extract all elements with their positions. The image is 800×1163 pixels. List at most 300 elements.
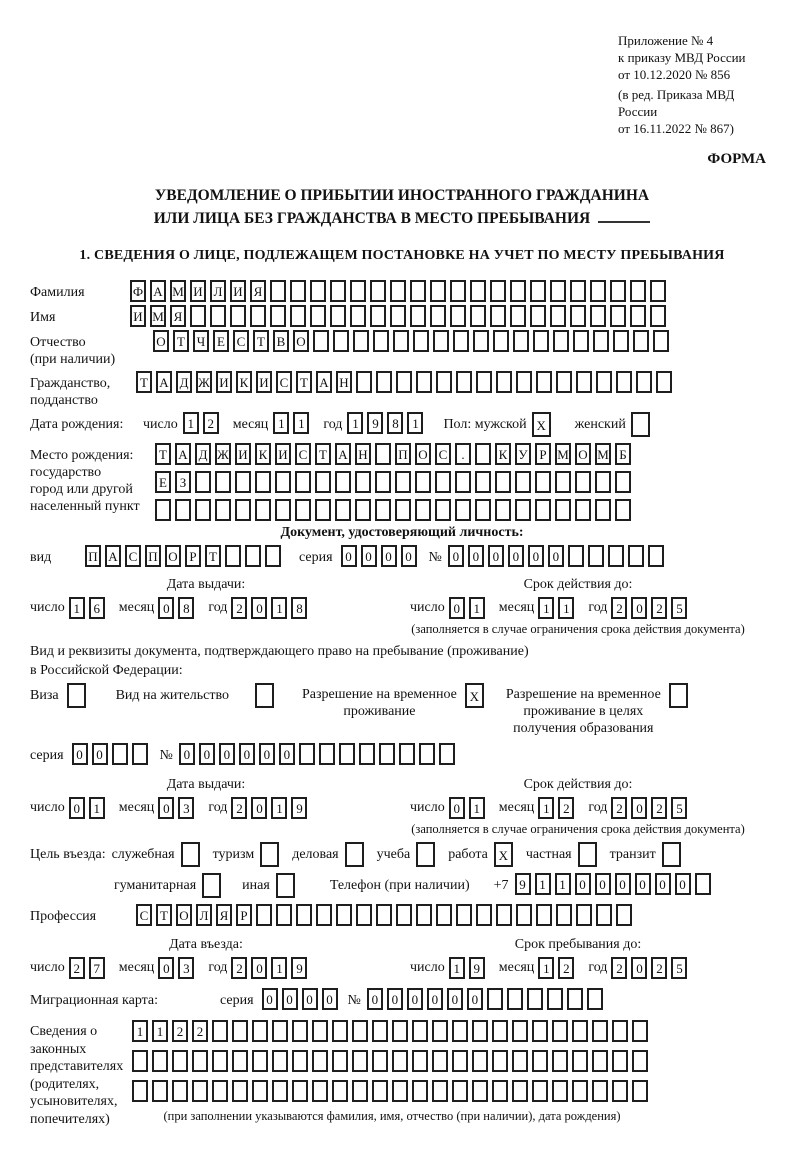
- char-cell[interactable]: 1: [535, 873, 551, 895]
- char-cell[interactable]: [630, 305, 646, 327]
- char-cell[interactable]: [430, 305, 446, 327]
- purpose-humanitarian-checkbox[interactable]: [202, 873, 225, 898]
- char-cell[interactable]: С: [295, 443, 311, 465]
- char-cell[interactable]: [212, 1050, 228, 1072]
- purpose-private-checkbox[interactable]: [578, 842, 601, 867]
- char-cell[interactable]: [512, 1050, 528, 1072]
- char-cell[interactable]: 3: [178, 957, 194, 979]
- char-cell[interactable]: 0: [199, 743, 215, 765]
- permit-expiry-month-boxes[interactable]: [538, 797, 578, 819]
- char-cell[interactable]: [376, 904, 392, 926]
- char-cell[interactable]: [152, 1080, 168, 1102]
- char-cell[interactable]: [430, 280, 446, 302]
- char-cell[interactable]: [335, 471, 351, 493]
- char-cell[interactable]: 0: [615, 873, 631, 895]
- char-cell[interactable]: Д: [176, 371, 192, 393]
- char-cell[interactable]: Е: [213, 330, 229, 352]
- char-cell[interactable]: [275, 499, 291, 521]
- char-cell[interactable]: [315, 499, 331, 521]
- doc-number-boxes[interactable]: [448, 545, 668, 567]
- char-cell[interactable]: [356, 904, 372, 926]
- char-cell[interactable]: [272, 1050, 288, 1072]
- doc-type-boxes[interactable]: [85, 545, 285, 567]
- char-cell[interactable]: [592, 1080, 608, 1102]
- char-cell[interactable]: [310, 305, 326, 327]
- char-cell[interactable]: [576, 904, 592, 926]
- char-cell[interactable]: [535, 499, 551, 521]
- char-cell[interactable]: [319, 743, 335, 765]
- char-cell[interactable]: [592, 1050, 608, 1072]
- char-cell[interactable]: [372, 1050, 388, 1072]
- char-cell[interactable]: А: [175, 443, 191, 465]
- migration-series-boxes[interactable]: [262, 988, 342, 1010]
- char-cell[interactable]: [375, 471, 391, 493]
- char-cell[interactable]: [515, 471, 531, 493]
- char-cell[interactable]: 2: [611, 957, 627, 979]
- char-cell[interactable]: [476, 904, 492, 926]
- char-cell[interactable]: [572, 1080, 588, 1102]
- char-cell[interactable]: [202, 873, 221, 898]
- char-cell[interactable]: [195, 471, 211, 493]
- char-cell[interactable]: [592, 1020, 608, 1042]
- entry-year-boxes[interactable]: [231, 957, 311, 979]
- char-cell[interactable]: Ф: [130, 280, 146, 302]
- char-cell[interactable]: 0: [448, 545, 464, 567]
- char-cell[interactable]: [330, 280, 346, 302]
- female-checkbox[interactable]: [631, 412, 654, 437]
- char-cell[interactable]: 0: [158, 797, 174, 819]
- char-cell[interactable]: И: [130, 305, 146, 327]
- char-cell[interactable]: 0: [427, 988, 443, 1010]
- char-cell[interactable]: 1: [469, 797, 485, 819]
- char-cell[interactable]: 1: [271, 957, 287, 979]
- char-cell[interactable]: [152, 1050, 168, 1072]
- purpose-tourism-checkbox[interactable]: [260, 842, 283, 867]
- char-cell[interactable]: 1: [89, 797, 105, 819]
- char-cell[interactable]: [295, 499, 311, 521]
- char-cell[interactable]: Д: [195, 443, 211, 465]
- birth-day-boxes[interactable]: [183, 412, 223, 434]
- char-cell[interactable]: [310, 280, 326, 302]
- char-cell[interactable]: 9: [367, 412, 383, 434]
- char-cell[interactable]: [610, 280, 626, 302]
- char-cell[interactable]: Ж: [215, 443, 231, 465]
- char-cell[interactable]: [610, 305, 626, 327]
- char-cell[interactable]: [435, 499, 451, 521]
- temp-permit-checkbox[interactable]: [465, 683, 488, 708]
- char-cell[interactable]: 0: [341, 545, 357, 567]
- char-cell[interactable]: [595, 499, 611, 521]
- char-cell[interactable]: [332, 1050, 348, 1072]
- char-cell[interactable]: 1: [407, 412, 423, 434]
- char-cell[interactable]: [356, 371, 372, 393]
- char-cell[interactable]: [550, 280, 566, 302]
- doc-issue-year-boxes[interactable]: [231, 597, 311, 619]
- char-cell[interactable]: 2: [611, 797, 627, 819]
- char-cell[interactable]: [455, 471, 471, 493]
- char-cell[interactable]: М: [555, 443, 571, 465]
- char-cell[interactable]: М: [595, 443, 611, 465]
- char-cell[interactable]: [632, 1020, 648, 1042]
- char-cell[interactable]: [252, 1050, 268, 1072]
- char-cell[interactable]: [250, 305, 266, 327]
- char-cell[interactable]: 9: [291, 957, 307, 979]
- char-cell[interactable]: .: [455, 443, 471, 465]
- char-cell[interactable]: [633, 330, 649, 352]
- doc-issue-month-boxes[interactable]: [158, 597, 198, 619]
- char-cell[interactable]: [632, 1080, 648, 1102]
- name-boxes[interactable]: [130, 305, 670, 327]
- char-cell[interactable]: К: [236, 371, 252, 393]
- char-cell[interactable]: [210, 305, 226, 327]
- char-cell[interactable]: [172, 1080, 188, 1102]
- char-cell[interactable]: [536, 904, 552, 926]
- char-cell[interactable]: [439, 743, 455, 765]
- char-cell[interactable]: [473, 330, 489, 352]
- char-cell[interactable]: 0: [387, 988, 403, 1010]
- char-cell[interactable]: [572, 1020, 588, 1042]
- char-cell[interactable]: 2: [651, 957, 667, 979]
- char-cell[interactable]: [568, 545, 584, 567]
- char-cell[interactable]: [495, 499, 511, 521]
- char-cell[interactable]: [650, 280, 666, 302]
- char-cell[interactable]: [399, 743, 415, 765]
- char-cell[interactable]: 1: [271, 797, 287, 819]
- temp-permit-edu-checkbox[interactable]: [669, 683, 692, 708]
- char-cell[interactable]: [512, 1080, 528, 1102]
- char-cell[interactable]: 1: [469, 597, 485, 619]
- char-cell[interactable]: [587, 988, 603, 1010]
- char-cell[interactable]: [265, 545, 281, 567]
- char-cell[interactable]: 0: [528, 545, 544, 567]
- char-cell[interactable]: 1: [347, 412, 363, 434]
- char-cell[interactable]: [396, 371, 412, 393]
- char-cell[interactable]: X: [494, 842, 513, 867]
- char-cell[interactable]: [550, 305, 566, 327]
- char-cell[interactable]: 6: [89, 597, 105, 619]
- char-cell[interactable]: [132, 1050, 148, 1072]
- char-cell[interactable]: [452, 1020, 468, 1042]
- char-cell[interactable]: [532, 1050, 548, 1072]
- char-cell[interactable]: 2: [611, 597, 627, 619]
- char-cell[interactable]: [395, 471, 411, 493]
- char-cell[interactable]: К: [255, 443, 271, 465]
- char-cell[interactable]: [456, 904, 472, 926]
- char-cell[interactable]: [608, 545, 624, 567]
- char-cell[interactable]: [433, 330, 449, 352]
- birth-year-boxes[interactable]: [347, 412, 427, 434]
- char-cell[interactable]: О: [575, 443, 591, 465]
- char-cell[interactable]: [575, 499, 591, 521]
- char-cell[interactable]: [510, 305, 526, 327]
- char-cell[interactable]: 8: [178, 597, 194, 619]
- char-cell[interactable]: [628, 545, 644, 567]
- char-cell[interactable]: [270, 280, 286, 302]
- char-cell[interactable]: П: [395, 443, 411, 465]
- char-cell[interactable]: 8: [387, 412, 403, 434]
- char-cell[interactable]: [415, 499, 431, 521]
- char-cell[interactable]: [392, 1050, 408, 1072]
- char-cell[interactable]: [416, 842, 435, 867]
- char-cell[interactable]: 2: [231, 597, 247, 619]
- char-cell[interactable]: 0: [367, 988, 383, 1010]
- char-cell[interactable]: [390, 305, 406, 327]
- char-cell[interactable]: 0: [322, 988, 338, 1010]
- char-cell[interactable]: 2: [651, 797, 667, 819]
- char-cell[interactable]: [455, 499, 471, 521]
- char-cell[interactable]: [312, 1050, 328, 1072]
- char-cell[interactable]: [515, 499, 531, 521]
- char-cell[interactable]: [419, 743, 435, 765]
- char-cell[interactable]: А: [316, 371, 332, 393]
- char-cell[interactable]: [570, 305, 586, 327]
- char-cell[interactable]: С: [435, 443, 451, 465]
- char-cell[interactable]: [452, 1080, 468, 1102]
- citizenship-boxes[interactable]: [136, 371, 676, 393]
- char-cell[interactable]: [590, 305, 606, 327]
- permit-issue-month-boxes[interactable]: [158, 797, 198, 819]
- char-cell[interactable]: [245, 545, 261, 567]
- char-cell[interactable]: Л: [210, 280, 226, 302]
- char-cell[interactable]: [470, 305, 486, 327]
- doc-expiry-day-boxes[interactable]: [449, 597, 489, 619]
- char-cell[interactable]: [490, 305, 506, 327]
- char-cell[interactable]: [516, 904, 532, 926]
- char-cell[interactable]: [350, 305, 366, 327]
- char-cell[interactable]: [588, 545, 604, 567]
- char-cell[interactable]: [313, 330, 329, 352]
- char-cell[interactable]: [256, 904, 272, 926]
- char-cell[interactable]: [435, 471, 451, 493]
- char-cell[interactable]: 0: [239, 743, 255, 765]
- char-cell[interactable]: О: [415, 443, 431, 465]
- char-cell[interactable]: [395, 499, 411, 521]
- char-cell[interactable]: [669, 683, 688, 708]
- char-cell[interactable]: [275, 471, 291, 493]
- char-cell[interactable]: [353, 330, 369, 352]
- char-cell[interactable]: [330, 305, 346, 327]
- char-cell[interactable]: [412, 1020, 428, 1042]
- char-cell[interactable]: Т: [136, 371, 152, 393]
- char-cell[interactable]: 0: [508, 545, 524, 567]
- char-cell[interactable]: Ч: [193, 330, 209, 352]
- stay-month-boxes[interactable]: [538, 957, 578, 979]
- char-cell[interactable]: [312, 1080, 328, 1102]
- char-cell[interactable]: [376, 371, 392, 393]
- char-cell[interactable]: [495, 471, 511, 493]
- char-cell[interactable]: [475, 471, 491, 493]
- char-cell[interactable]: [530, 280, 546, 302]
- char-cell[interactable]: [412, 1050, 428, 1072]
- char-cell[interactable]: [556, 904, 572, 926]
- char-cell[interactable]: [339, 743, 355, 765]
- char-cell[interactable]: П: [145, 545, 161, 567]
- char-cell[interactable]: [572, 1050, 588, 1072]
- char-cell[interactable]: [232, 1020, 248, 1042]
- char-cell[interactable]: 2: [69, 957, 85, 979]
- char-cell[interactable]: [336, 904, 352, 926]
- char-cell[interactable]: [593, 330, 609, 352]
- char-cell[interactable]: [212, 1080, 228, 1102]
- char-cell[interactable]: 1: [132, 1020, 148, 1042]
- permit-series-boxes[interactable]: [72, 743, 152, 765]
- char-cell[interactable]: 0: [675, 873, 691, 895]
- char-cell[interactable]: [255, 471, 271, 493]
- char-cell[interactable]: Я: [250, 280, 266, 302]
- char-cell[interactable]: [595, 471, 611, 493]
- char-cell[interactable]: [270, 305, 286, 327]
- char-cell[interactable]: [492, 1020, 508, 1042]
- permit-expiry-year-boxes[interactable]: [611, 797, 691, 819]
- char-cell[interactable]: [352, 1050, 368, 1072]
- char-cell[interactable]: 0: [548, 545, 564, 567]
- purpose-official-checkbox[interactable]: [181, 842, 204, 867]
- char-cell[interactable]: Т: [205, 545, 221, 567]
- char-cell[interactable]: 0: [468, 545, 484, 567]
- char-cell[interactable]: 9: [469, 957, 485, 979]
- char-cell[interactable]: [235, 499, 251, 521]
- char-cell[interactable]: 0: [92, 743, 108, 765]
- char-cell[interactable]: [355, 471, 371, 493]
- char-cell[interactable]: 2: [558, 797, 574, 819]
- char-cell[interactable]: 1: [538, 597, 554, 619]
- char-cell[interactable]: М: [150, 305, 166, 327]
- purpose-study-checkbox[interactable]: [416, 842, 439, 867]
- char-cell[interactable]: [350, 280, 366, 302]
- char-cell[interactable]: [230, 305, 246, 327]
- char-cell[interactable]: [373, 330, 389, 352]
- char-cell[interactable]: Н: [355, 443, 371, 465]
- char-cell[interactable]: [596, 371, 612, 393]
- char-cell[interactable]: Т: [253, 330, 269, 352]
- entry-day-boxes[interactable]: [69, 957, 109, 979]
- char-cell[interactable]: [379, 743, 395, 765]
- char-cell[interactable]: [662, 842, 681, 867]
- male-checkbox[interactable]: [532, 412, 555, 437]
- purpose-other-checkbox[interactable]: [276, 873, 299, 898]
- char-cell[interactable]: 0: [407, 988, 423, 1010]
- char-cell[interactable]: [470, 280, 486, 302]
- char-cell[interactable]: М: [170, 280, 186, 302]
- char-cell[interactable]: [412, 1080, 428, 1102]
- char-cell[interactable]: [615, 499, 631, 521]
- char-cell[interactable]: [332, 1080, 348, 1102]
- char-cell[interactable]: [472, 1080, 488, 1102]
- char-cell[interactable]: [456, 371, 472, 393]
- char-cell[interactable]: 5: [671, 957, 687, 979]
- char-cell[interactable]: 1: [558, 597, 574, 619]
- char-cell[interactable]: О: [153, 330, 169, 352]
- char-cell[interactable]: [616, 904, 632, 926]
- char-cell[interactable]: [292, 1050, 308, 1072]
- char-cell[interactable]: [335, 499, 351, 521]
- char-cell[interactable]: 0: [361, 545, 377, 567]
- char-cell[interactable]: [533, 330, 549, 352]
- char-cell[interactable]: Р: [185, 545, 201, 567]
- char-cell[interactable]: [475, 443, 491, 465]
- char-cell[interactable]: И: [190, 280, 206, 302]
- char-cell[interactable]: [472, 1050, 488, 1072]
- char-cell[interactable]: [260, 842, 279, 867]
- char-cell[interactable]: [292, 1080, 308, 1102]
- char-cell[interactable]: [372, 1020, 388, 1042]
- char-cell[interactable]: [590, 280, 606, 302]
- char-cell[interactable]: 0: [251, 597, 267, 619]
- char-cell[interactable]: [276, 873, 295, 898]
- char-cell[interactable]: [513, 330, 529, 352]
- char-cell[interactable]: [252, 1080, 268, 1102]
- char-cell[interactable]: И: [230, 280, 246, 302]
- visa-checkbox[interactable]: [67, 683, 90, 708]
- char-cell[interactable]: X: [465, 683, 484, 708]
- char-cell[interactable]: [656, 371, 672, 393]
- char-cell[interactable]: 8: [291, 597, 307, 619]
- char-cell[interactable]: 0: [449, 797, 465, 819]
- char-cell[interactable]: 0: [158, 597, 174, 619]
- char-cell[interactable]: [612, 1020, 628, 1042]
- char-cell[interactable]: [631, 412, 650, 437]
- char-cell[interactable]: [393, 330, 409, 352]
- char-cell[interactable]: [192, 1050, 208, 1072]
- char-cell[interactable]: 0: [488, 545, 504, 567]
- char-cell[interactable]: 0: [72, 743, 88, 765]
- char-cell[interactable]: 0: [449, 597, 465, 619]
- char-cell[interactable]: [516, 371, 532, 393]
- char-cell[interactable]: [630, 280, 646, 302]
- char-cell[interactable]: 2: [231, 957, 247, 979]
- char-cell[interactable]: [472, 1020, 488, 1042]
- char-cell[interactable]: [272, 1020, 288, 1042]
- char-cell[interactable]: 0: [282, 988, 298, 1010]
- char-cell[interactable]: [536, 371, 552, 393]
- char-cell[interactable]: [432, 1080, 448, 1102]
- char-cell[interactable]: 5: [671, 597, 687, 619]
- legal-boxes-row2[interactable]: [132, 1050, 652, 1072]
- char-cell[interactable]: [650, 305, 666, 327]
- char-cell[interactable]: [410, 305, 426, 327]
- char-cell[interactable]: [535, 471, 551, 493]
- char-cell[interactable]: [487, 988, 503, 1010]
- char-cell[interactable]: [612, 1080, 628, 1102]
- char-cell[interactable]: А: [156, 371, 172, 393]
- char-cell[interactable]: [172, 1050, 188, 1072]
- char-cell[interactable]: [432, 1050, 448, 1072]
- profession-boxes[interactable]: [136, 904, 636, 926]
- char-cell[interactable]: [195, 499, 211, 521]
- char-cell[interactable]: [452, 1050, 468, 1072]
- char-cell[interactable]: [507, 988, 523, 1010]
- char-cell[interactable]: 0: [69, 797, 85, 819]
- char-cell[interactable]: [476, 371, 492, 393]
- char-cell[interactable]: [375, 443, 391, 465]
- char-cell[interactable]: 0: [631, 797, 647, 819]
- char-cell[interactable]: 2: [203, 412, 219, 434]
- char-cell[interactable]: [613, 330, 629, 352]
- char-cell[interactable]: 1: [183, 412, 199, 434]
- char-cell[interactable]: [112, 743, 128, 765]
- char-cell[interactable]: [252, 1020, 268, 1042]
- char-cell[interactable]: [225, 545, 241, 567]
- char-cell[interactable]: 0: [595, 873, 611, 895]
- char-cell[interactable]: О: [165, 545, 181, 567]
- char-cell[interactable]: 1: [449, 957, 465, 979]
- char-cell[interactable]: [475, 499, 491, 521]
- char-cell[interactable]: [578, 842, 597, 867]
- char-cell[interactable]: [276, 904, 292, 926]
- char-cell[interactable]: [372, 1080, 388, 1102]
- char-cell[interactable]: [255, 683, 274, 708]
- purpose-transit-checkbox[interactable]: [662, 842, 685, 867]
